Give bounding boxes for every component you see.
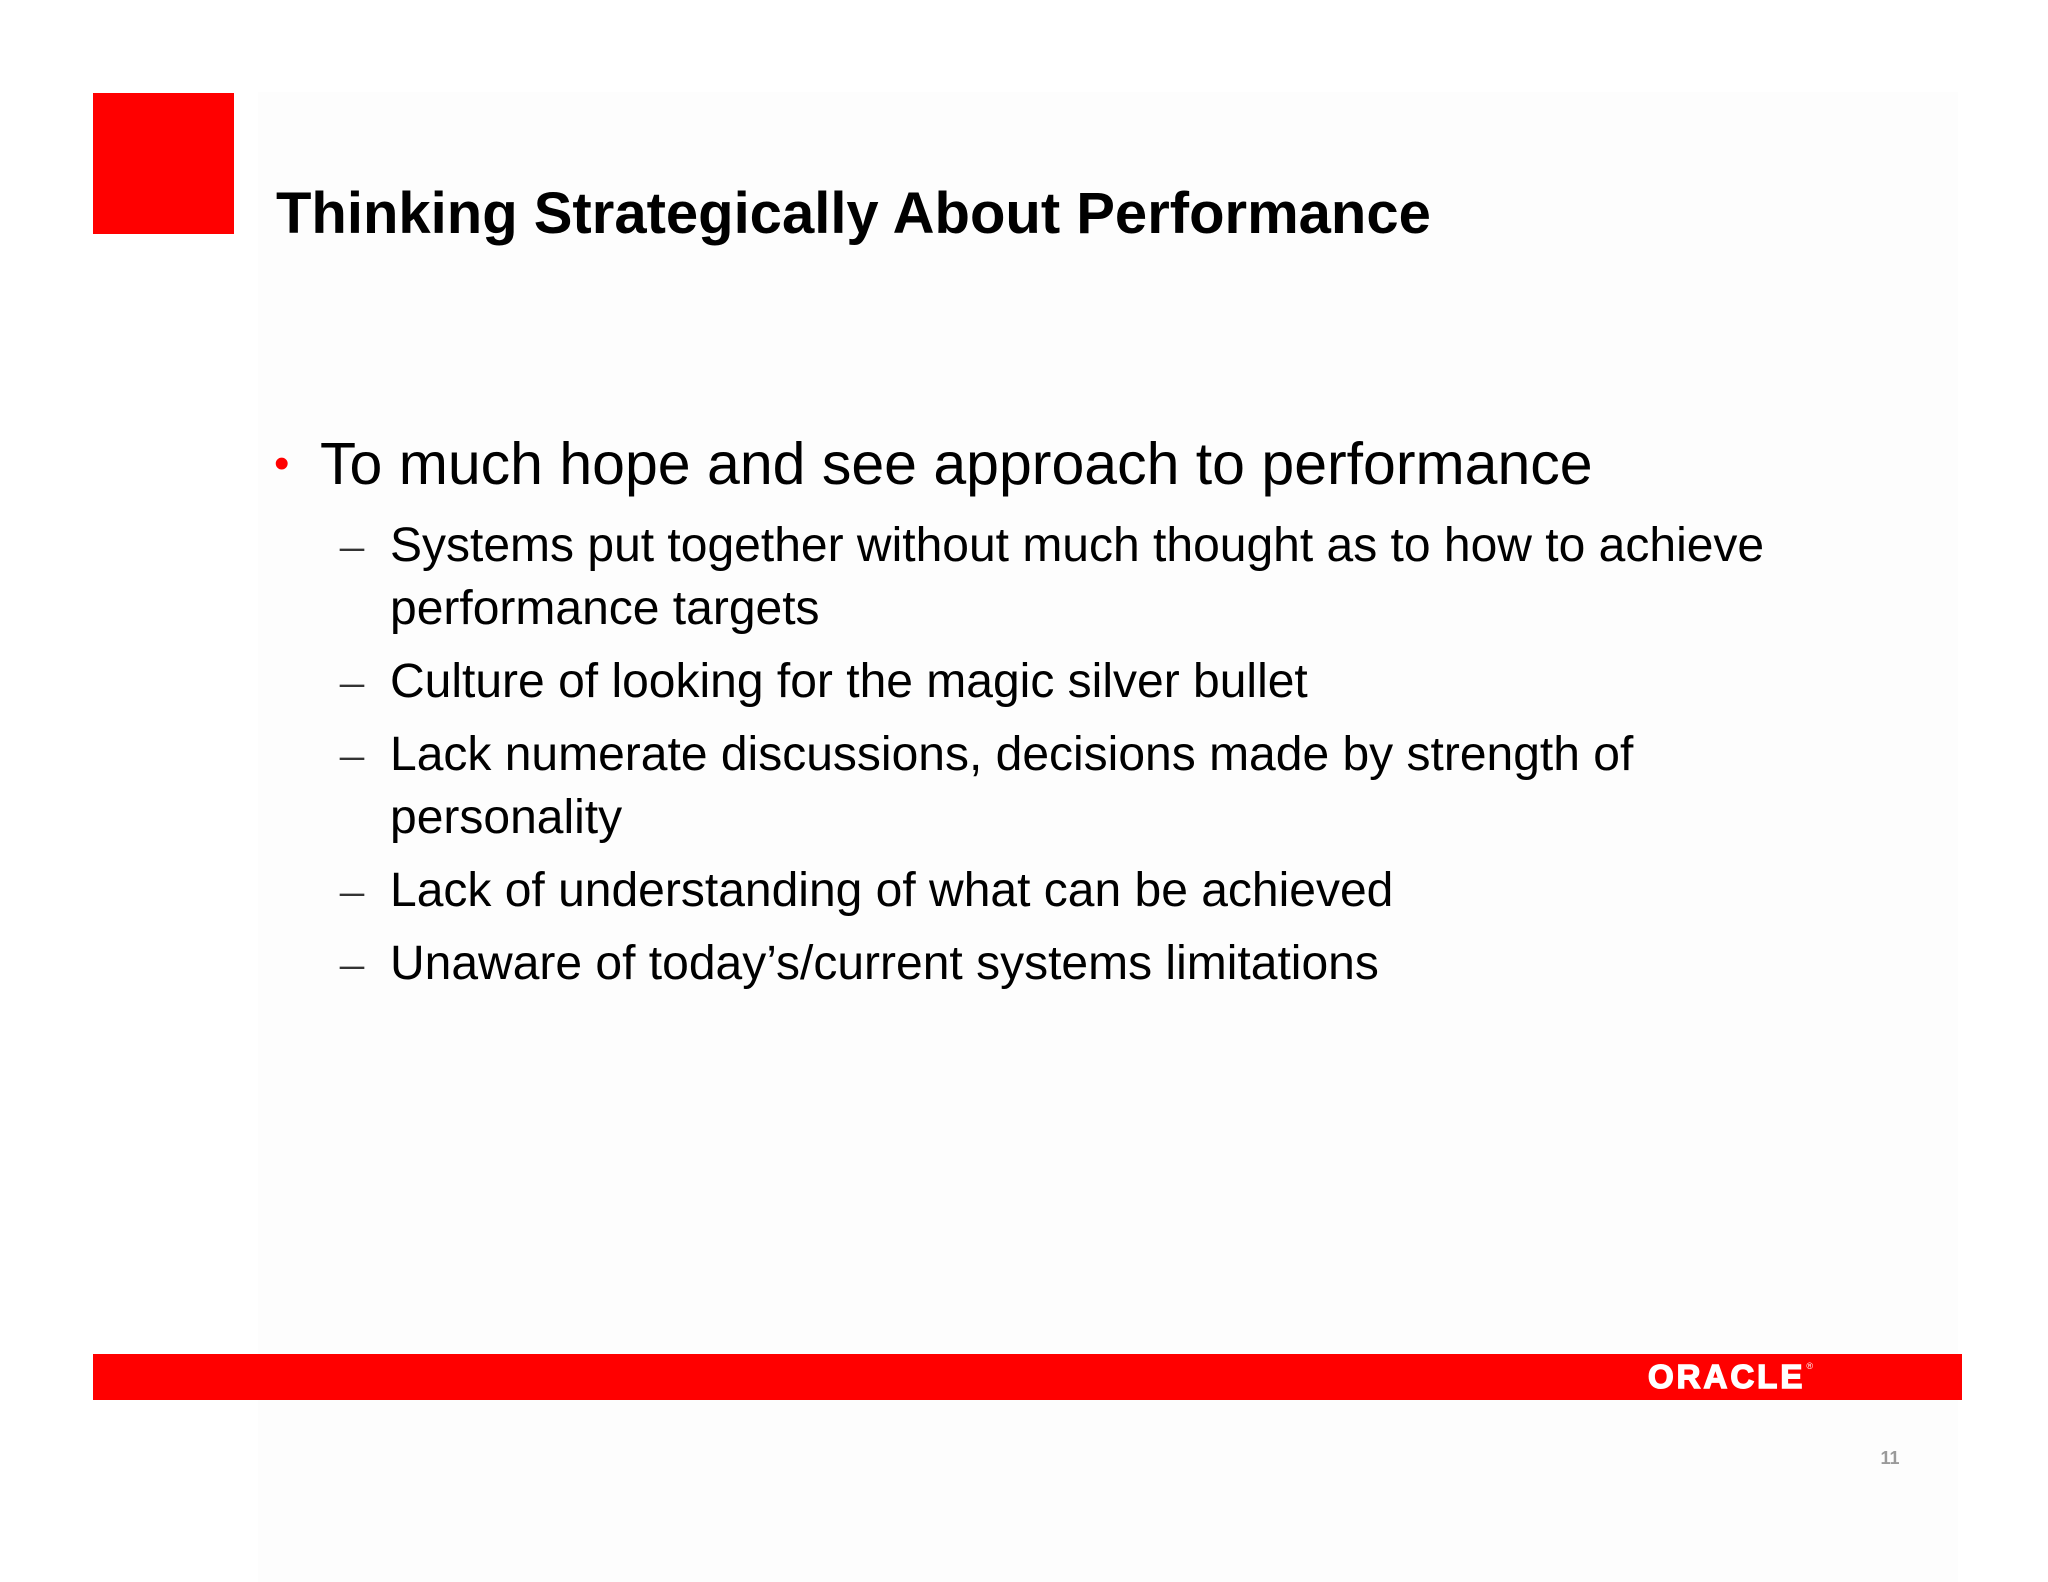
- sub-bullet-text: Culture of looking for the magic silver bullet: [390, 655, 1308, 708]
- sub-bullet-text: Lack of understanding of what can be achieved: [390, 864, 1394, 917]
- sub-bullet-item: [340, 723, 1840, 849]
- accent-square: [93, 93, 234, 234]
- oracle-logo: [1648, 1360, 1813, 1394]
- sub-bullet-text: Systems put together without much thought as to how to achieve performance targets: [390, 519, 1765, 635]
- sub-bullet-text: Unaware of today’s/current systems limitations: [390, 937, 1379, 990]
- dash-marker: –: [340, 519, 364, 572]
- sub-bullet-item: [340, 932, 1840, 995]
- sub-bullet-list: [340, 514, 1840, 1005]
- dash-marker: –: [340, 937, 364, 990]
- bullet-marker: •: [274, 439, 290, 488]
- registered-mark: ®: [1806, 1361, 1813, 1371]
- sub-bullet-item: [340, 650, 1840, 713]
- slide-title: Thinking Strategically About Performance: [276, 181, 1431, 246]
- main-bullet-text: To much hope and see approach to performance: [320, 431, 1593, 497]
- logo-wordmark: ORACLE: [1648, 1358, 1806, 1395]
- sub-bullet-item: [340, 514, 1840, 640]
- dash-marker: –: [340, 655, 364, 708]
- sub-bullet-text: Lack numerate discussions, decisions made by strength of personality: [390, 728, 1634, 844]
- dash-marker: –: [340, 728, 364, 781]
- dash-marker: –: [340, 864, 364, 917]
- sub-bullet-item: [340, 859, 1840, 922]
- page-number: 11: [1880, 1448, 1900, 1468]
